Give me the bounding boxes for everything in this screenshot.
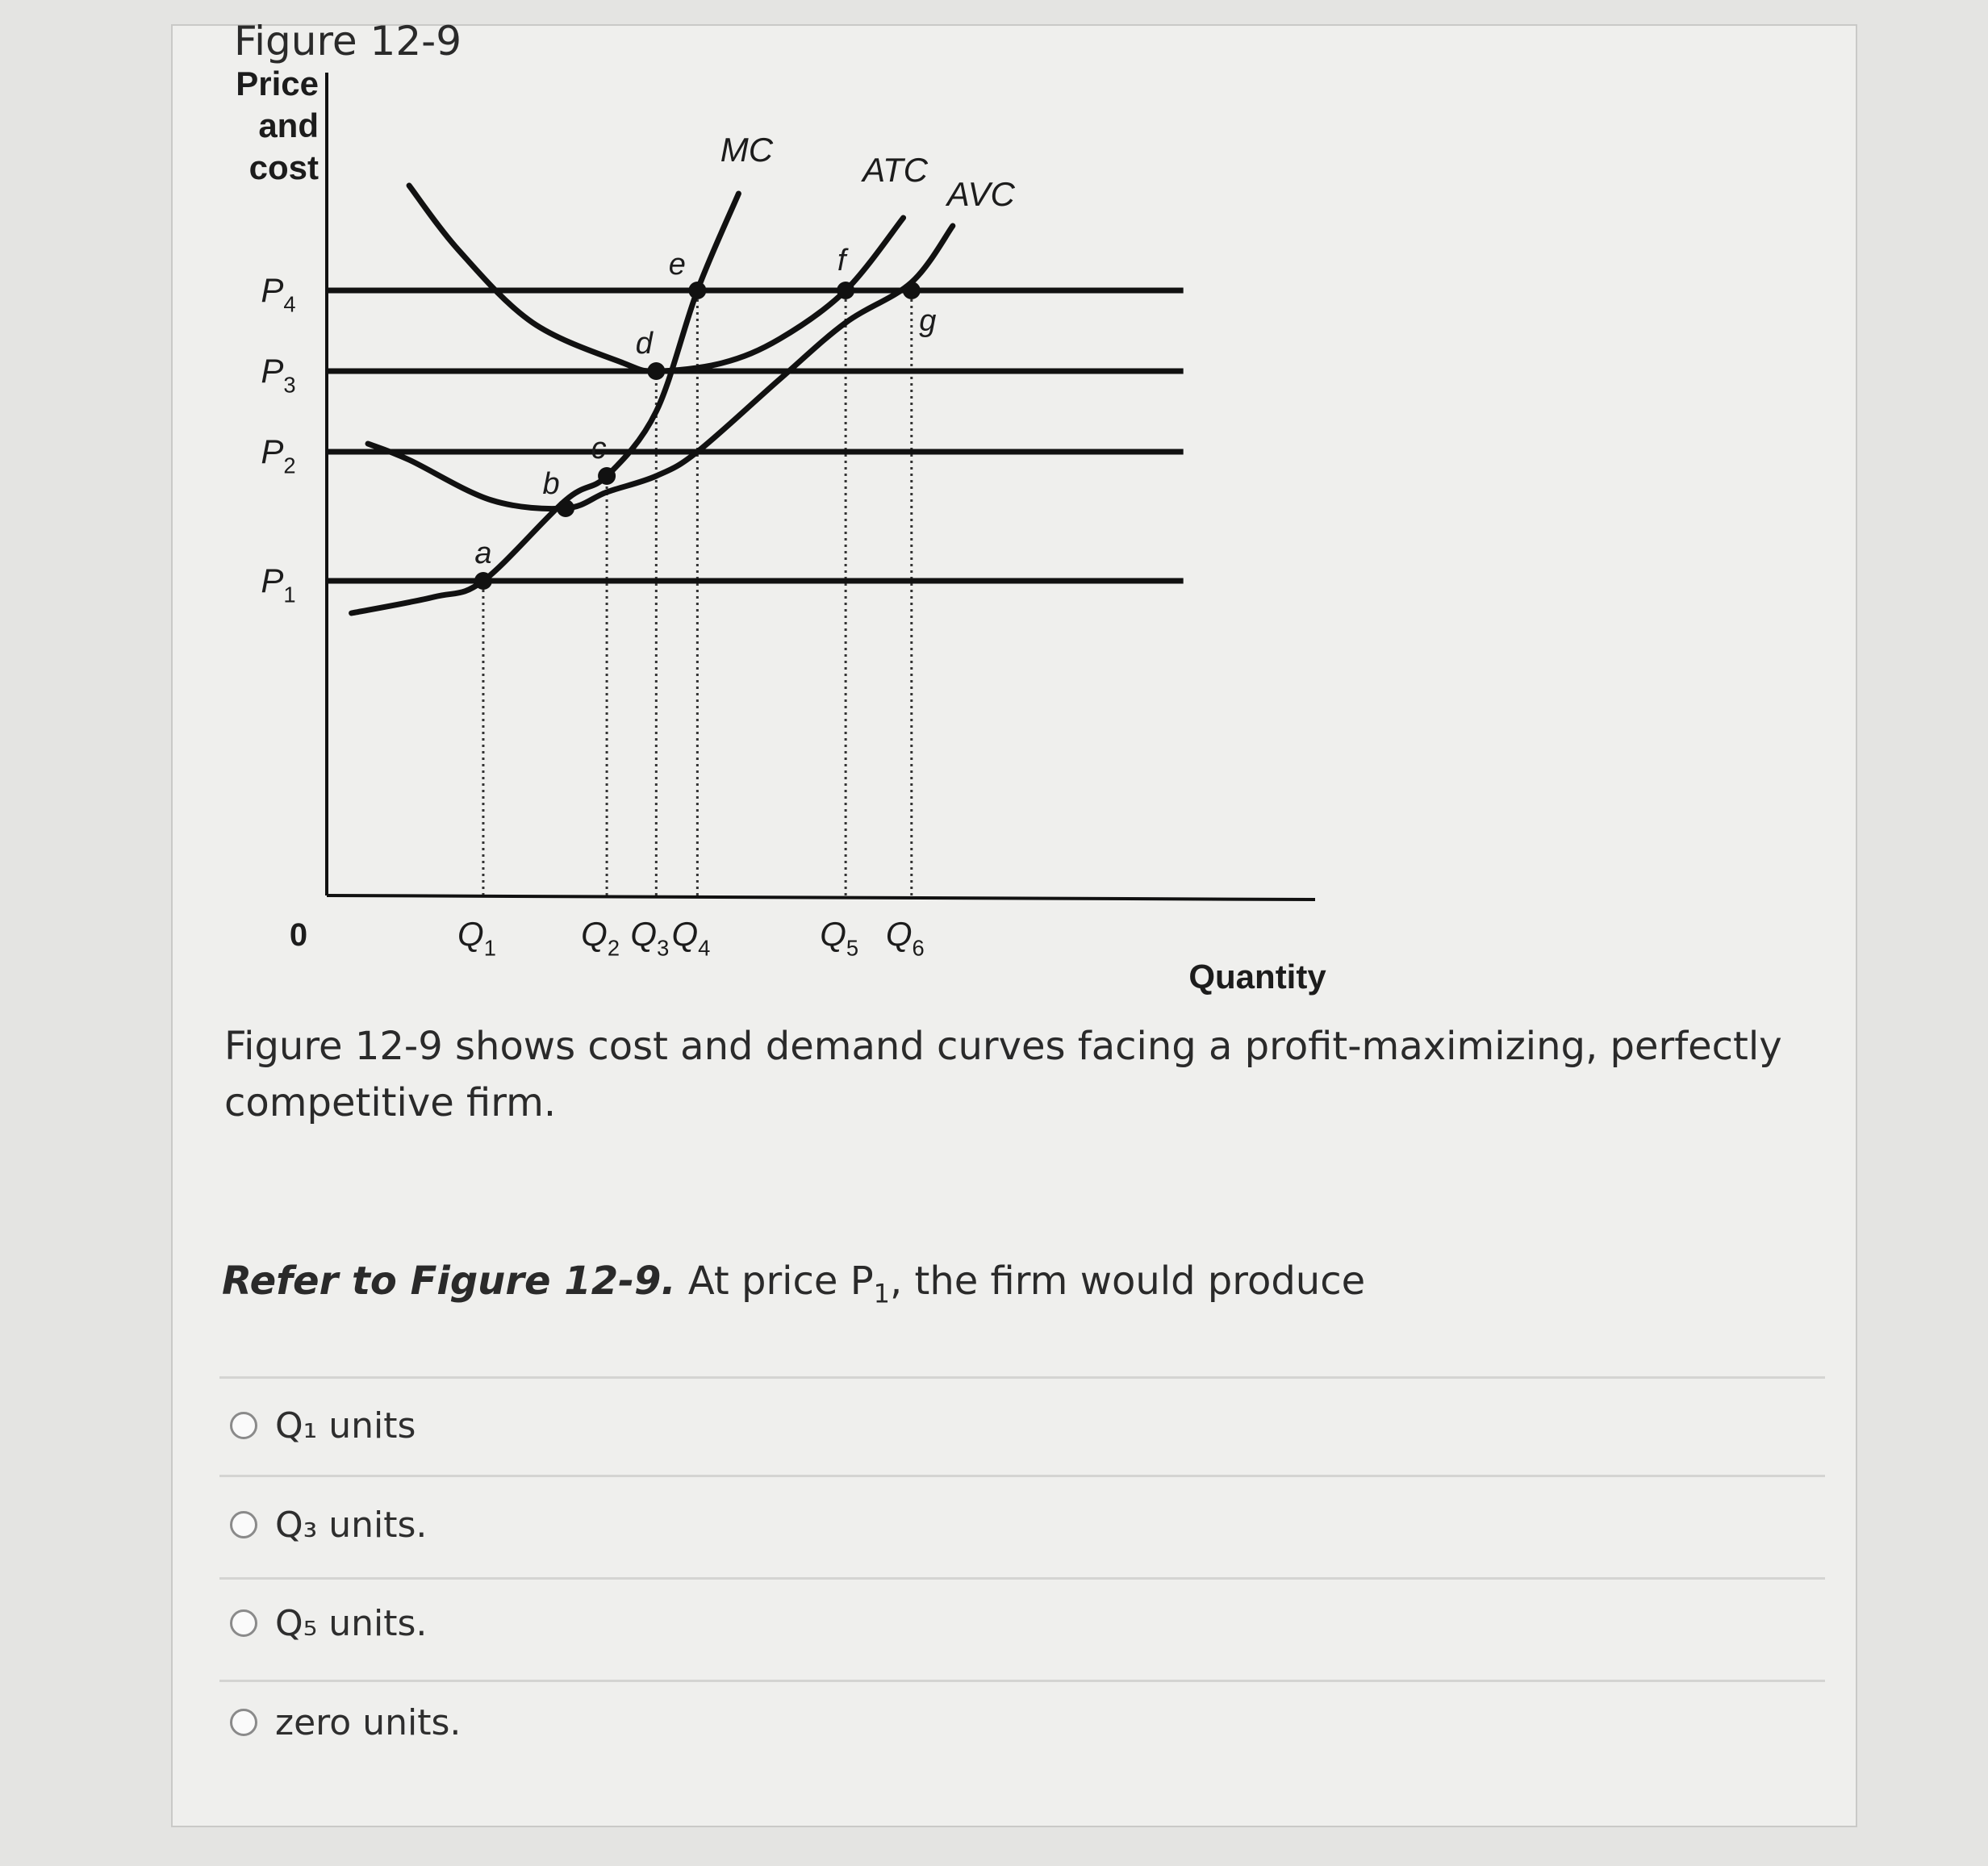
question-reference: Refer to Figure 12-9. xyxy=(222,1259,676,1304)
x-axis-label: Quantity xyxy=(1188,958,1326,996)
y-axis-label: Price xyxy=(236,65,319,102)
question-tail: , the firm would produce xyxy=(890,1259,1366,1304)
x-tick-q4: $Q_4$ xyxy=(671,915,711,961)
divider xyxy=(219,1475,1825,1477)
curve-label-avc: AVC xyxy=(946,175,1015,213)
figure-title: Figure 12-9 xyxy=(234,18,462,65)
divider xyxy=(219,1680,1825,1682)
x-tick-q5: $Q_5$ xyxy=(820,915,859,961)
option-label: Q₁ units xyxy=(275,1405,416,1446)
option-q5-units[interactable] xyxy=(230,1599,427,1647)
point-label-a: a xyxy=(474,536,492,570)
point-c xyxy=(598,467,616,485)
divider xyxy=(219,1376,1825,1379)
point-d xyxy=(647,362,665,380)
cost-curves-chart xyxy=(202,56,1355,1008)
option-label: Q₅ units. xyxy=(275,1602,428,1644)
point-e xyxy=(688,282,706,299)
radio-button[interactable] xyxy=(230,1709,257,1736)
option-q1-units[interactable] xyxy=(230,1401,416,1450)
y-axis-label: cost xyxy=(248,148,319,186)
question-text xyxy=(222,1259,1365,1309)
point-label-e: e xyxy=(668,248,686,282)
x-tick-q2: $Q_2$ xyxy=(581,915,620,961)
point-g xyxy=(903,282,921,299)
x-axis xyxy=(327,895,1315,900)
point-label-f: f xyxy=(837,244,846,278)
option-zero-units[interactable] xyxy=(230,1698,461,1747)
x-tick-q3: $Q_3$ xyxy=(630,915,670,961)
figure-description: Figure 12-9 shows cost and demand curves facing a profit-maximizing, perfectly competitive firm. xyxy=(224,1024,1782,1125)
point-label-c: c xyxy=(591,432,607,465)
y-axis-label: and xyxy=(258,106,319,144)
point-label-g: g xyxy=(919,304,937,338)
point-label-b: b xyxy=(542,467,560,501)
question-subscript: 1 xyxy=(873,1278,890,1309)
price-label-p4: $P_4$ xyxy=(261,271,296,317)
option-label: zero units. xyxy=(275,1701,461,1743)
point-f xyxy=(837,282,854,299)
radio-button[interactable] xyxy=(230,1511,257,1538)
divider xyxy=(219,1577,1825,1580)
x-tick-q1: $Q_1$ xyxy=(457,915,496,961)
price-label-p3: $P_3$ xyxy=(261,352,296,398)
curve-atc xyxy=(409,186,904,371)
price-label-p2: $P_2$ xyxy=(261,432,296,478)
curve-label-atc: ATC xyxy=(862,151,929,189)
question-body: At price P xyxy=(675,1259,874,1304)
radio-button[interactable] xyxy=(230,1609,257,1637)
curve-label-mc: MC xyxy=(720,131,774,169)
point-a xyxy=(474,572,492,590)
radio-button[interactable] xyxy=(230,1412,257,1439)
price-label-p1: $P_1$ xyxy=(261,561,296,607)
point-label-d: d xyxy=(635,327,653,361)
point-b xyxy=(557,499,574,517)
option-label: Q₃ units. xyxy=(275,1504,428,1546)
origin-label: 0 xyxy=(289,917,308,953)
x-tick-q6: $Q_6$ xyxy=(885,915,925,961)
option-q3-units[interactable] xyxy=(230,1501,427,1549)
